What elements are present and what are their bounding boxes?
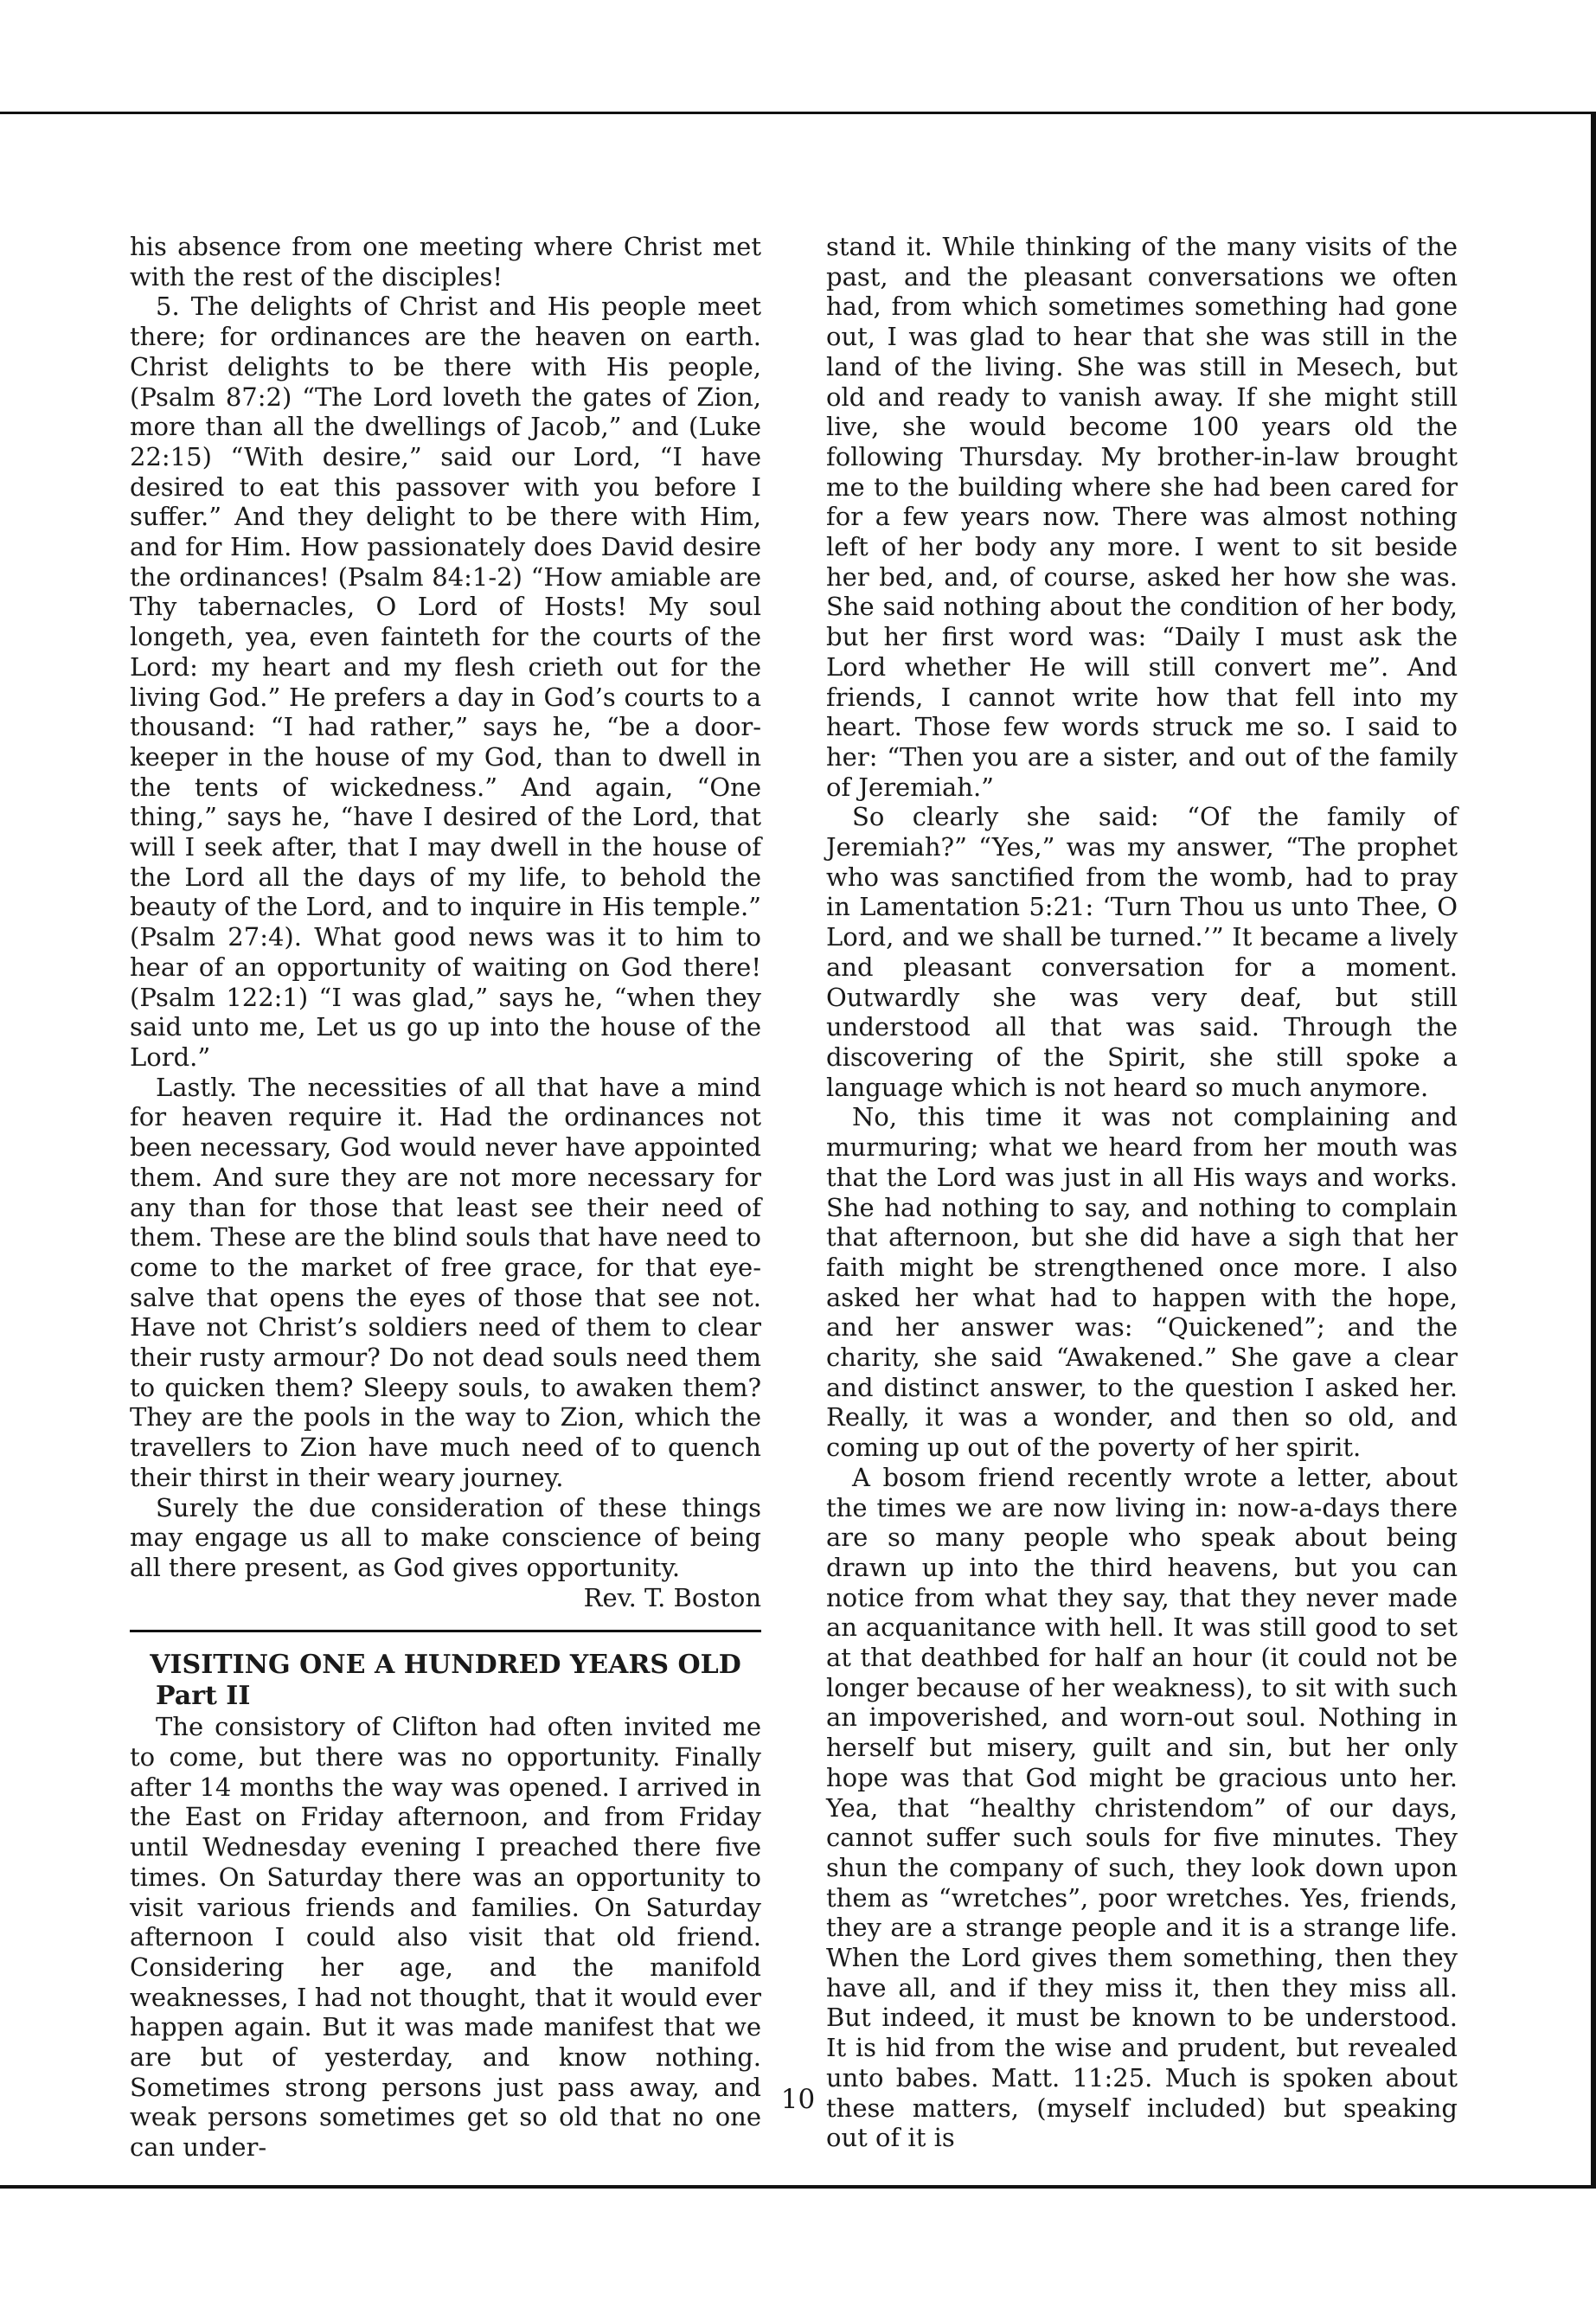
section-title: VISITING ONE A HUNDRED YEARS OLD [150, 1650, 741, 1681]
author-signature: Rev. T. Boston [583, 1582, 761, 1612]
paragraph: No, this time it was not complaining and murmuring; what we heard from her mouth was that the Lord was just in all His ways and works. She had nothing to say, and nothing to complain that afternoon, but she did have a sigh that her faith might be strengthened once more. I also asked her what had to happen with the hope, and her answer was: “Quickened”; and the charity, she said “Awakened.” She gave a clear and distinct answer, to the question I asked her. Really, it was a wonder, and then so old, and coming up out of the poverty of her spirit. [826, 1102, 1458, 1463]
paragraph: stand it. While thinking of the many visits of the past, and the pleasant conversations we often had, from which sometimes something had gone out, I was glad to hear that she was still in the land of the living. She was still in Mesech, but old and ready to vanish away. If she might still live, she would become 100 years old the following Thursday. My brother-in-law brought me to the building where she had been cared for for a few years now. There was almost nothing left of her body any more. I went to sit beside her bed, and, of course, asked her how she was. She said nothing about the condition of her body, but her first word was: “Daily I must ask the Lord whether He will still convert me”. And friends, I cannot write how that fell into my heart. Those few words struck me so. I said to her: “Then you are a sister, and out of the family of Jeremiah.” [826, 232, 1458, 802]
part-label: Part II [156, 1681, 251, 1712]
paragraph: Surely the due consideration of these things may engage us all to make conscience of being all there present, as God gives opportunity. [130, 1492, 761, 1582]
left-column [130, 232, 761, 2163]
section-divider [130, 1630, 761, 1632]
paragraph: So clearly she said: “Of the family of Jeremiah?” “Yes,” was my answer, “The prophet who was sanctified from the womb, had to pray in Lamentation 5:21: ‘Turn Thou us unto Thee, O Lord, and we shall be turned.’” It became a lively and pleasant conversation for a moment. Outwardly she was very deaf, but still understood all that was said. Through the discovering of the Spirit, she still spoke a language which is not heard so much anymore. [826, 802, 1458, 1102]
page-number: 10 [780, 2084, 816, 2115]
paragraph: A bosom friend recently wrote a letter, about the times we are now living in: now-a-days there are so many people who speak about being drawn up into the third heavens, but you can notice from what they say, that they never made an acquanitance with hell. It was still good to set at that deathbed for half an hour (it could not be longer because of her weakness), to sit with such an impoverished, and worn-out soul. Nothing in herself but misery, guilt and sin, but her only hope was that God might be gracious unto her. Yea, that “healthy christendom” of our days, cannot suffer such souls for five minutes. They shun the company of such, they look down upon them as “wretches”, poor wretches. Yes, friends, they are a strange people and it is a strange life. When the Lord gives them something, then they have all, and if they miss it, then they miss all. But indeed, it must be known to be understood. It is hid from the wise and prudent, but revealed unto babes. Matt. 11:25. Much is spoken about these matters, (myself included) but speaking out of it is [826, 1462, 1458, 2153]
top-border-line [0, 112, 1596, 114]
paragraph: his absence from one meeting where Christ met with the rest of the disciples! [130, 232, 761, 292]
bottom-border-line [0, 2185, 1596, 2189]
right-border-line [1591, 112, 1596, 2188]
paragraph: Lastly. The necessities of all that have a mind for heaven require it. Had the ordinances not been necessary, God would never have appointed them. And sure they are not more necessary for any than for those that least see their need of them. These are the blind souls that have need to come to the market of free grace, for that eye-salve that opens the eyes of those that see not. Have not Christ’s soldiers need of them to clear their rusty armour? Do not dead souls need them to quicken them? Sleepy souls, to awaken them? They are the pools in the way to Zion, which the travellers to Zion have much need of to quench their thirst in their weary journey. [130, 1072, 761, 1492]
right-column [826, 232, 1458, 2153]
paragraph: 5. The delights of Christ and His people meet there; for ordinances are the heaven on earth. Christ delights to be there with His people, (Psalm 87:2) “The Lord loveth the gates of Zion, more than all the dwellings of Jacob,” and (Luke 22:15) “With desire,” said our Lord, “I have desired to eat this passover with you before I suffer.” And they delight to be there with Him, and for Him. How passionately does David desire the ordinances! (Psalm 84:1-2) “How amiable are Thy tabernacles, O Lord of Hosts! My soul longeth, yea, even fainteth for the courts of the Lord: my heart and my flesh crieth out for the living God.” He prefers a day in God’s courts to a thousand: “I had rather,” says he, “be a door-keeper in the house of my God, than to dwell in the tents of wickedness.” And again, “One thing,” says he, “have I desired of the Lord, that will I seek after, that I may dwell in the house of the Lord all the days of my life, to behold the beauty of the Lord, and to inquire in His temple.” (Psalm 27:4). What good news was it to him to hear of an opportunity of waiting on God there! (Psalm 122:1) “I was glad,” says he, “when they said unto me, Let us go up into the house of the Lord.” [130, 292, 761, 1072]
paragraph: The consistory of Clifton had often invited me to come, but there was no opportunity. Finally after 14 months the way was opened. I arrived in the East on Friday afternoon, and from Friday until Wednesday evening I preached there five times. On Saturday there was an opportunity to visit various friends and families. On Saturday afternoon I could also visit that old friend. Considering her age, and the manifold weaknesses, I had not thought, that it would ever happen again. But it was made manifest that we are but of yesterday, and know nothing. Sometimes strong persons just pass away, and weak persons sometimes get so old that no one can under- [130, 1712, 761, 2163]
